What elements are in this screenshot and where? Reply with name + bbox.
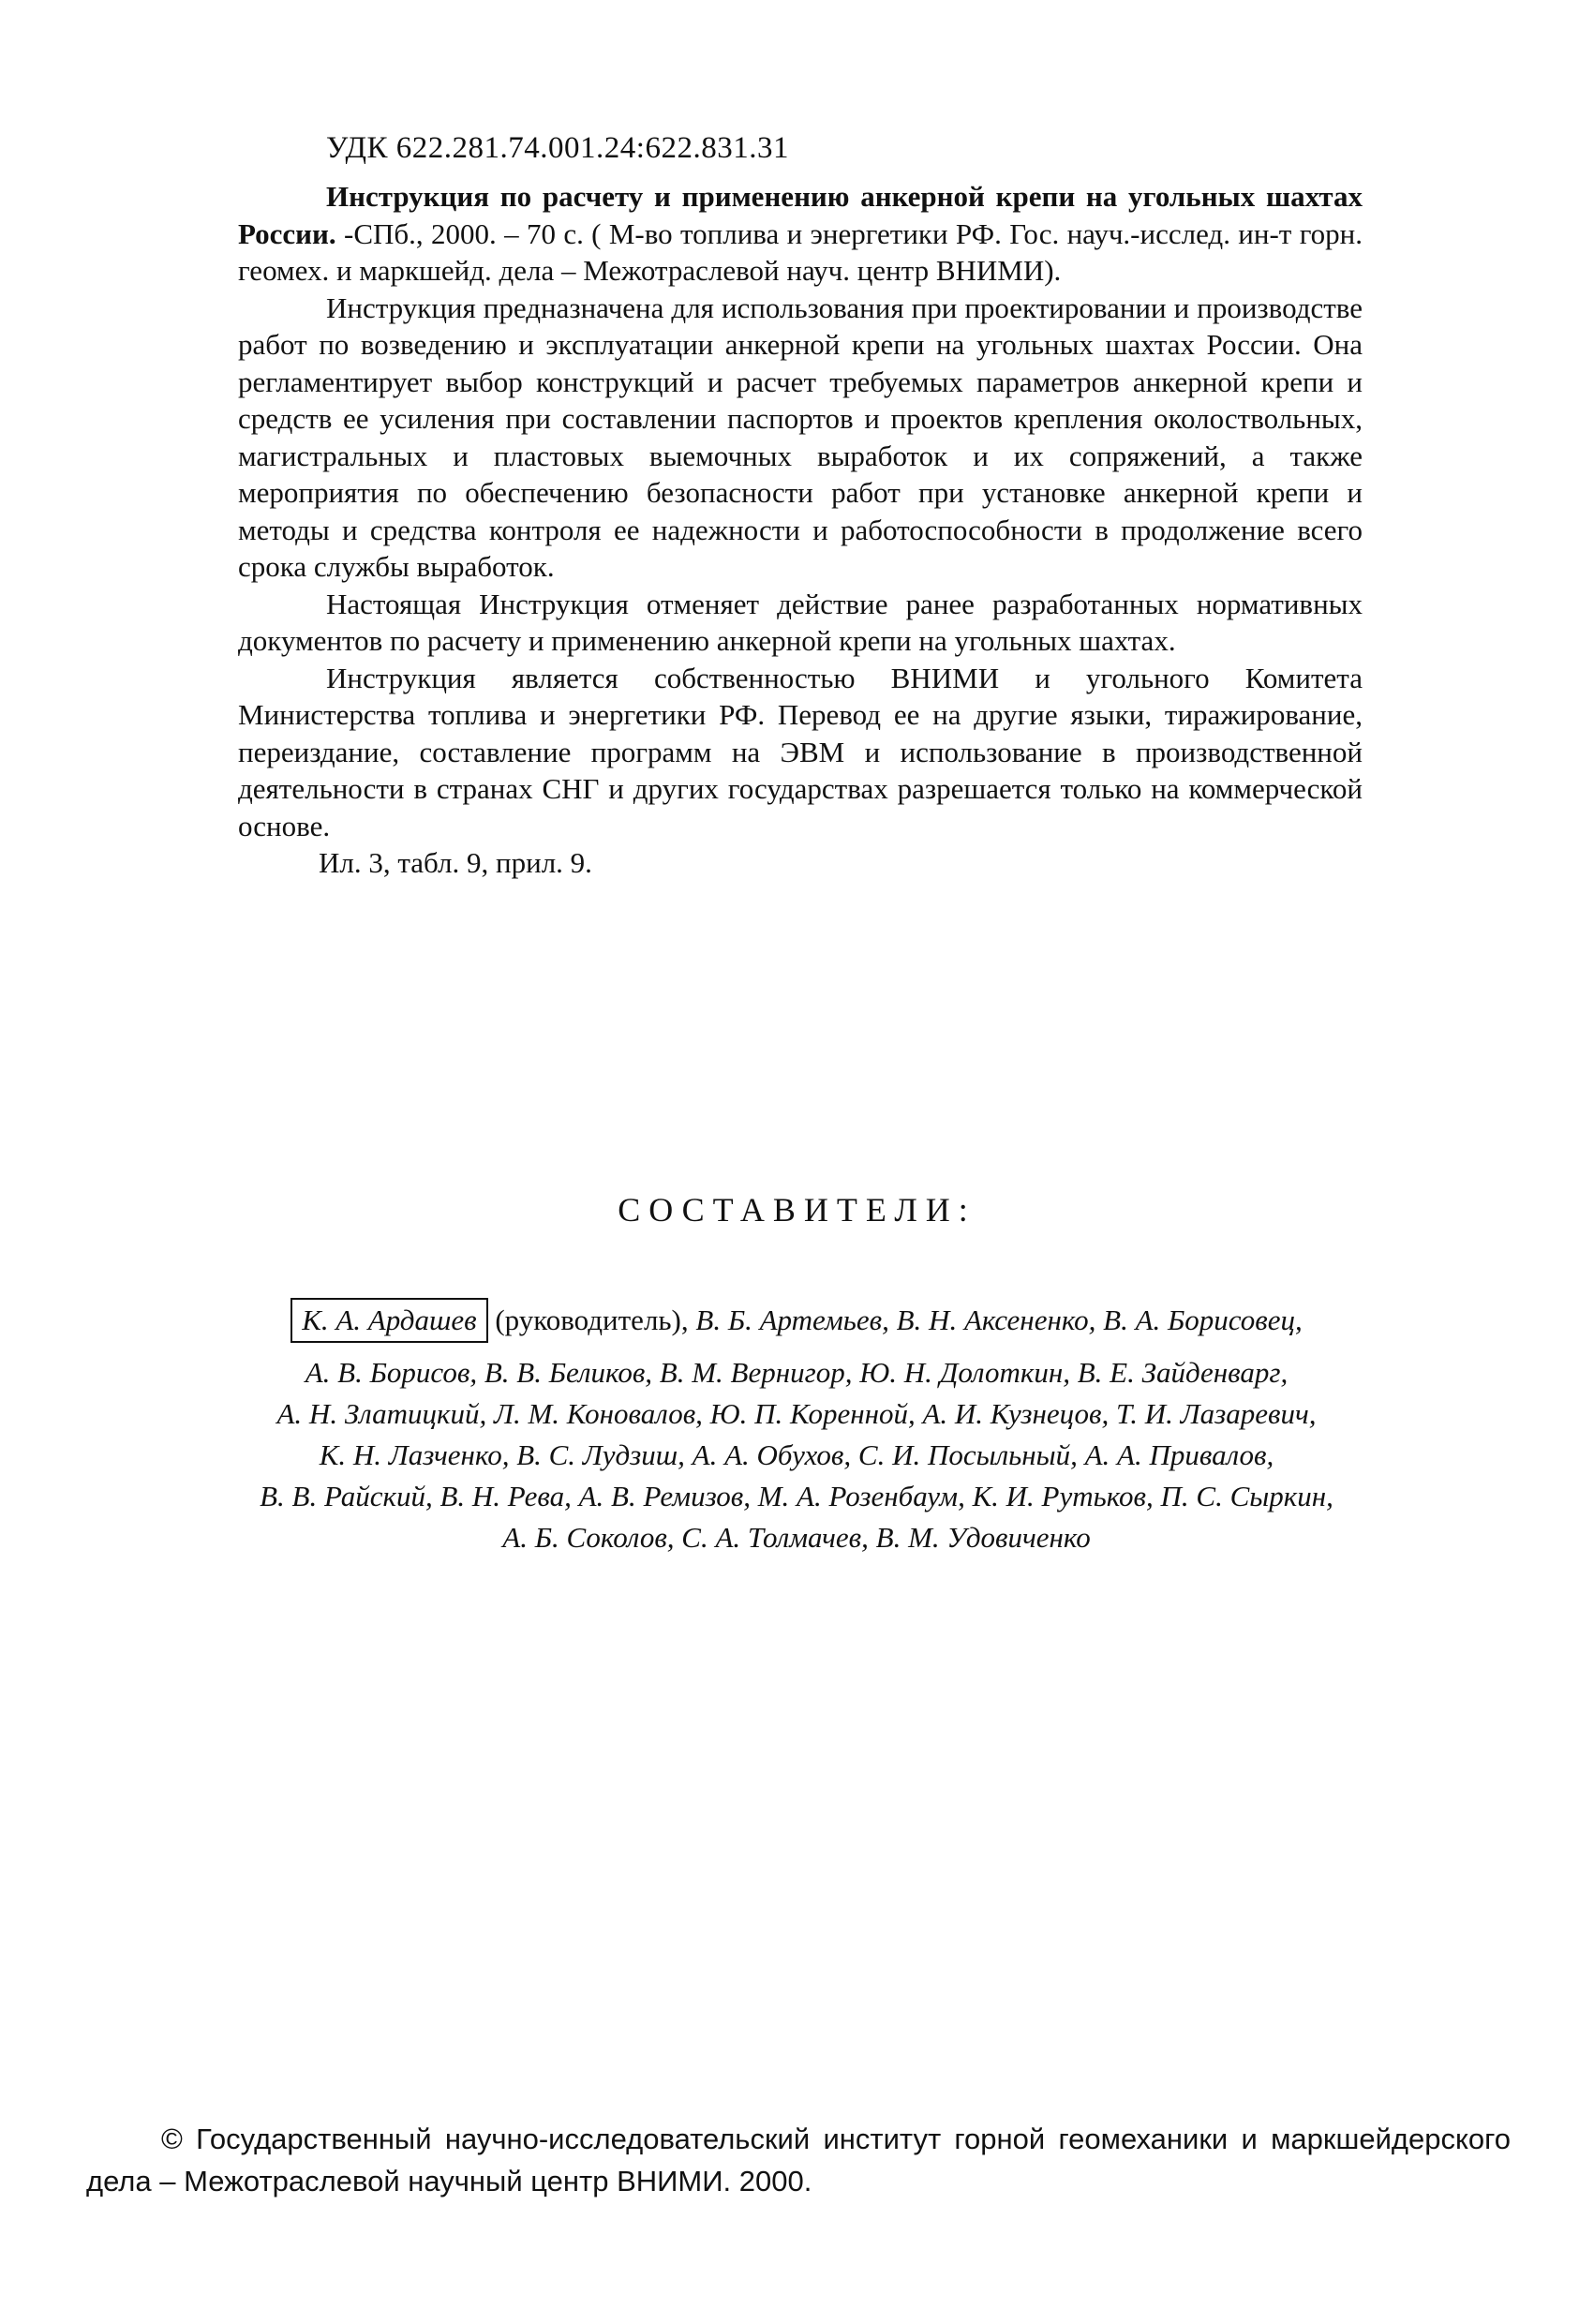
authors-line-text: А. В. Борисов, В. В. Беликов, В. М. Вернигор, Ю. Н. Долоткин, В. Е. Зайденварг, <box>305 1356 1289 1389</box>
authors-line <box>122 1517 1471 1558</box>
authors-line <box>122 1435 1471 1476</box>
authors-line-text: В. Б. Артемьев, В. Н. Аксененко, В. А. Борисовец, <box>695 1304 1303 1336</box>
authors-line <box>122 1476 1471 1517</box>
authors-list <box>122 1298 1471 1558</box>
abstract-paragraph-1 <box>238 178 1363 290</box>
authors-line <box>122 1298 1471 1343</box>
authors-line-text: В. В. Райский, В. Н. Рева, А. В. Ремизов, М. А. Розенбаум, К. И. Рутьков, П. С. Сыркин, <box>260 1480 1333 1512</box>
authors-line <box>122 1393 1471 1435</box>
authors-line <box>122 1352 1471 1393</box>
udk-code: УДК 622.281.74.001.24:622.831.31 <box>326 131 789 165</box>
authors-line-text: А. Н. Златицкий, Л. М. Коновалов, Ю. П. Коренной, А. И. Кузнецов, Т. И. Лазаревич, <box>276 1397 1317 1430</box>
abstract-paragraph-2: Инструкция предназначена для использования при проектировании и производстве работ по возведению и эксплуатации анкерной крепи на угольных шахтах России. Она регламентирует выбор конструкций и расчет требуемых параметров анкерной крепи и средств ее усиления при составлении паспортов и проектов крепления околоствольных, магистральных и пластовых выемочных выработок и их сопряжений, а также мероприятия по обеспечению безопасности работ при установке анкерной крепи и методы и средства контроля ее надежности и работоспособности в продолжение всего срока службы выработок. <box>238 290 1363 583</box>
leader-name-box: К. А. Ардашев <box>290 1298 487 1343</box>
authors-line-text: К. Н. Лазченко, В. С. Лудзиш, А. А. Обухов, С. И. Посыльный, А. А. Привалов, <box>319 1438 1274 1471</box>
bibliographic-details: -СПб., 2000. – 70 с. ( М-во топлива и энергетики РФ. Гос. науч.-исслед. ин-т горн. геомех. и маркшейд. дела – Межотраслевой науч. центр ВНИМИ). <box>238 216 1363 287</box>
illustrations-count: Ил. 3, табл. 9, прил. 9. <box>319 846 592 879</box>
copyright-notice: © Государственный научно-исследовательский институт горной геомеханики и маркшейдерского дела – Межотраслевой научный центр ВНИМИ. 2000. <box>86 2123 1511 2197</box>
abstract-paragraph-3: Настоящая Инструкция отменяет действие ранее разработанных нормативных документов по расчету и применению анкерной крепи на угольных шахтах. <box>238 587 1363 657</box>
authors-line-text: А. Б. Соколов, С. А. Толмачев, В. М. Удовиченко <box>502 1521 1091 1554</box>
authors-heading: СОСТАВИТЕЛИ: <box>618 1191 976 1229</box>
document-title: Инструкция по расчету и применению анкерной крепи на угольных шахтах России. <box>238 180 1363 250</box>
abstract <box>238 178 1363 882</box>
abstract-paragraph-4: Инструкция является собственностью ВНИМИ и угольного Комитета Министерства топлива и энергетики РФ. Перевод ее на другие языки, тиражирование, переиздание, составление программ на ЭВМ и использование в производственной деятельности в странах СНГ и других государствах разрешается только на коммерческой основе. <box>238 661 1363 842</box>
leader-role: (руководитель), <box>487 1304 696 1336</box>
